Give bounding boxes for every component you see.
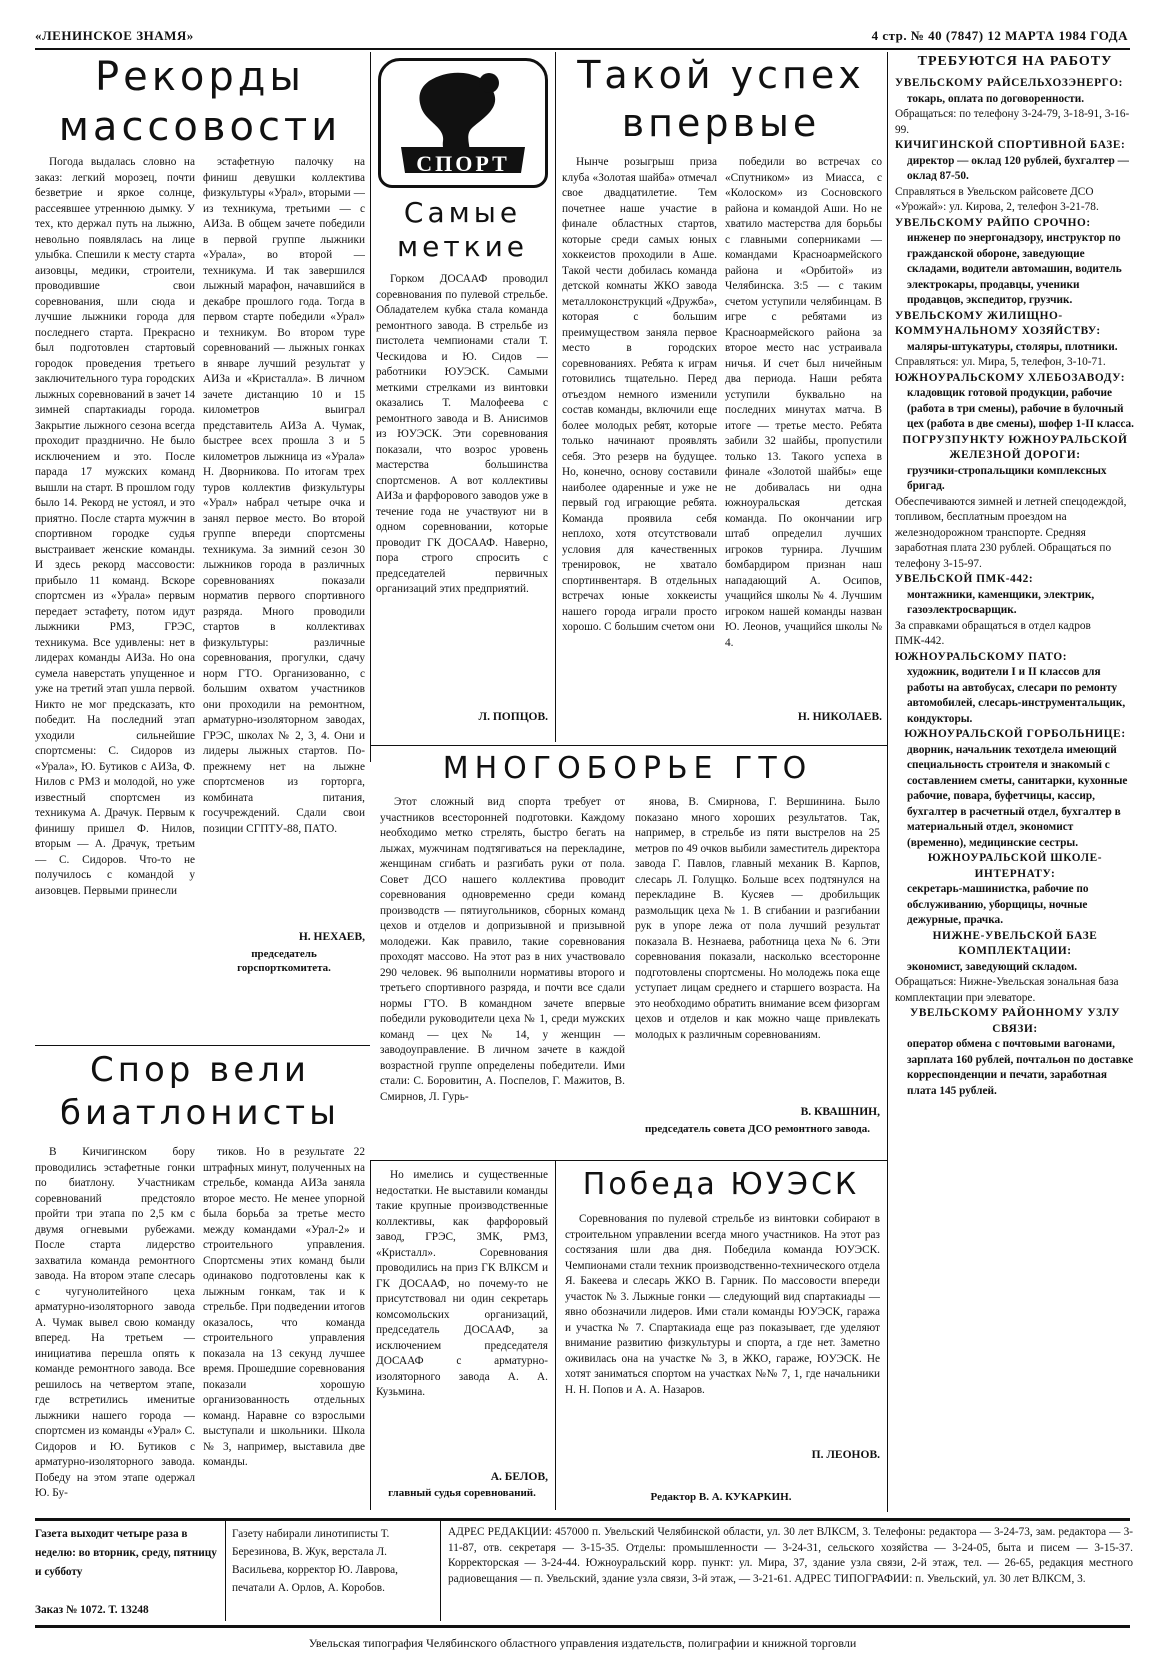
footer-rule-top	[35, 1518, 1130, 1521]
rule-h1	[370, 745, 887, 746]
job-org: УВЕЛЬСКОМУ РАЙПО СРОЧНО:	[895, 216, 1091, 229]
job-positions: инженер по энергонадзору, инструктор по гражданской обороне, заведующие складами, водители автомашин, водитель электрокары, продавцы, ученики продавцов, экспедитор, грузчик.	[907, 232, 1122, 306]
records-signature-role: председатель горспорткомитета.	[237, 948, 331, 974]
job-positions: токарь, оплата по договоренности.	[907, 92, 1085, 105]
job-positions: грузчики-стропальщики комплексных бригад.	[907, 464, 1107, 492]
editor-line: Редактор В. А. КУКАРКИН.	[650, 1491, 792, 1503]
judge-signature-role: главный судья соревнований.	[388, 1487, 536, 1499]
rule-h2	[35, 1045, 370, 1046]
job-positions: маляры-штукатуры, столяры, плотники.	[907, 340, 1118, 353]
job-positions: монтажники, каменщики, электрик, газоэлектросварщик.	[907, 588, 1095, 616]
rule-v2	[555, 52, 556, 742]
judge-signature: А. БЕЛОВ,	[490, 1471, 548, 1483]
job-org: ЮЖНОУРАЛЬСКОЙ ШКОЛЕ-ИНТЕРНАТУ:	[927, 852, 1103, 880]
job-org: ЮЖНОУРАЛЬСКОМУ ПАТО:	[895, 650, 1068, 663]
job-contact: Обеспечиваются зимней и летней спецодеждой, топливом, бесплатным проездом на железнодорожном транспорте. Средняя заработная плата 230 рублей. Обращаться по телефону 3-15-97.	[895, 495, 1127, 570]
header-rule	[35, 48, 1130, 50]
sport-logo	[378, 58, 548, 188]
rule-v5	[555, 1160, 556, 1510]
success-column-2: победили во встречах со «Спутником» из Миасса, с «Колоском» из Сосновского района и командой Аши. Но не хватило мастерства для борьбы с главными соперниками — командами Красноармейского района и «Орбитой» из Челябинска. 3:5 — с таким счетом уступили челябинцам. В игре с ребятами из Красноармейского района за второе место нас устраивала ничья. И счет был ничейным два периода. Наши ребята уступили буквально на последних минутах матча. В итоге — третье место. Ребята забили 32 шайбы, пропустили только 13. Такого успеха в финале «Золотой шайбы» еще не добивалась ни одна южноуральская детская команда. По окончании игр штаб определил лучших игроков турнира. Лучшим бомбардиром признан наш нападающий А. Осипов, учащийся школы № 4. Лучшим игроком нашей команды назван Ю. Леонов, учащийся школы № 4.	[725, 156, 882, 649]
footer-schedule: Газета выходит четыре раза в неделю: во вторник, среду, пятницу и субботу	[35, 1528, 217, 1578]
job-org: ЮЖНОУРАЛЬСКОМУ ХЛЕБОЗАВОДУ:	[895, 371, 1126, 384]
footer-address: АДРЕС РЕДАКЦИИ: 457000 п. Увельский Челябинской области, ул. 30 лет ВЛКСМ, 3. Телефоны: редактора — 3-24-73, зам. редактора — 3-11-87, отв. секретаря — 3-15-35. Отделы: промышленности — 3-24-31, сельского хозяйства — 3-24-05, быта и писем — 3-15-37. Корректорская — 3-24-44. Южноуральский корр. пункт: ул. Мира, 37, здание узла связи, 2-й этаж, тел. — 26-65, редакция местного радиовещания — п. Увельский, здание узла связи, 3-й этаж, — 3-21-61. АДРЕС ТИПОГРАФИИ: п. Увельский, ул. 30 лет ВЛКСМ, 3.	[448, 1526, 1133, 1585]
shooters-signature: Л. ПОПЦОВ.	[478, 711, 548, 723]
job-org: УВЕЛЬСКОМУ ЖИЛИЩНО-КОММУНАЛЬНОМУ ХОЗЯЙСТВУ:	[895, 309, 1101, 337]
footer-typesetting: Газету набирали линотиписты Т. Березинова, В. Жук, верстала Л. Васильева, корректор Ю. Лаврова, печатали А. Орлов, А. Коробов.	[232, 1528, 398, 1594]
shooters-body: Горком ДОСААФ проводил соревнования по пулевой стрельбе. Обладателем кубка стала команда ремонтного завода. В стрельбе из пистолета чемпионами стали Т. Ческидова и Ю. Сидов — работники ЮУЭСК. Самыми меткими стрелками из винтовки оказались Т. Малофеева с ремонтного завода и В. Анисимов из ЮУЭСК. Эти соревнования показали, что возрос уровень мастерства большинства спортсменов. А вот коллективы АИЗа и фарфорового заводов уже в течение года не участвуют ни в одном соревновании, которые проводит ГК ДОСААФ. Наверно, пора строго спросить с председателей первичных организаций этих предприятий.	[376, 273, 548, 595]
job-positions: художник, водители I и II классов для работы на автобусах, слесари по ремонту автомобилей, слесарь-инструментальщик, кондукторы.	[907, 666, 1126, 725]
shooters-title-line2: меткие	[397, 230, 528, 263]
success-title-line2: впервые	[621, 101, 821, 145]
job-positions: директор — оклад 120 рублей, бухгалтер — оклад 87-50.	[907, 154, 1129, 182]
records-title-line1: Рекорды	[95, 54, 305, 100]
victory-signature: П. ЛЕОНОВ.	[811, 1449, 880, 1461]
job-contact: Обращаться: по телефону 3-24-79, 3-18-91, 3-16-99.	[895, 108, 1130, 136]
jobs-heading: ТРЕБУЮТСЯ НА РАБОТУ	[917, 54, 1113, 69]
job-contact: За справками обращаться в отдел кадров ПМК-442.	[895, 619, 1091, 647]
footer-rule-bottom	[35, 1625, 1130, 1628]
victory-body: Соревнования по пулевой стрельбе из винтовки собирают в строительном управлении всегда много участников. На этот раз состязания шли два дня. Победила команда ЮУЭСК. Чемпионами стали техник производственно-технического отдела Я. Бакеева и слесарь ЖКО В. Гарник. По массовости впереди участок № 3. Лыжные гонки — следующий вид спартакиады — явно обозначили лидеров. Ими стали команды ЮУЭСК, гаража и участка № 7. Спартакиада еще раз показывает, где уделяют внимание развитию физкультуры и спорта, а где нет. Заметно оживилась она на участке № 3, в ЖКО, гараже, ЮУЭСК. Не хотят заниматься спортом на участках №№ 7, 1, где начальники Н. Н. Попов и А. А. Назаров.	[565, 1213, 880, 1396]
job-positions: секретарь-машинистка, рабочие по обслуживанию, уборщицы, ночные дежурные, прачка.	[907, 883, 1089, 926]
footer-order: Заказ № 1072. Т. 13248	[35, 1604, 149, 1616]
biathlon-title-line1: Спор вели	[90, 1050, 310, 1090]
footer-rule-v2	[440, 1521, 441, 1621]
victory-title: Победа ЮУЭСК	[582, 1167, 860, 1202]
gto-title: МНОГОБОРЬЕ ГТО	[442, 751, 813, 786]
jobs-list	[895, 76, 1135, 1506]
masthead-title: «ЛЕНИНСКОЕ ЗНАМЯ»	[35, 28, 194, 43]
job-contact: Обращаться: Нижне-Увельская зональная база комплектации при элеваторе.	[895, 976, 1119, 1004]
biathlon-column-1: В Кичигинском бору проводились эстафетные гонки по биатлону. Участникам соревнований предстояло пройти три этапа по 2,5 км с двумя огневыми рубежами. После старта лидерство захватила команда ремонтного завода. На втором этапе слесарь с чугунолитейного цеха арматурно-изоляторного завода А. Чумак вывел свою команду вперед. На третьем — инициатива перешла опять к команде ремонтного завода. Все решилось на четвертом этапе, где встретились именитые лыжники нашего города — спортсмен из команды «Урал» С. Сидоров и Ю. Бутиков с арматурно-изоляторного завода. Победу на этом этапе одержал Ю. Бу-	[35, 1146, 195, 1499]
rule-v1	[370, 52, 371, 762]
footer-rule-v1	[225, 1521, 226, 1621]
gto-column-2: янова, В. Смирнова, Г. Вершинина. Было показано много хороших результатов. Так, например, в стрельбе из пяти выстрелов на 25 метров по 49 очков выбили заместитель директора завода Г. Павлов, главный механик В. Карпов, слесарь Л. Голущко. Больше всех подтянулся на перекладине В. Кусяев — дробильщик размольщик цеха № 1. В сгибании и разгибании рук в упоре лежа от пола лучший результат показала В. Незнаева, работница цеха № 6. Эти соревнования показали, насколько всесторонне подготовлены спортсмены. Но молодежь пока еще уступает лицам среднего и старшего возраста. На это необходимо обратить внимание всем физоргам цехов и отделов и как можно чаще привлекать молодых к различным соревнованиям.	[635, 796, 880, 1041]
job-positions: кладовщик готовой продукции, рабочие (работа в три смены), рабочие в булочный цех (работа в две смены), шофер 1-II класса.	[907, 387, 1134, 430]
records-column-1: Погода выдалась словно на заказ: легкий морозец, почти безветрие и яркое солнце, рассеявшее утреннюю дымку. У тех, кто держал путь на лыжню, невольно появлялась на лице улыбка. Спешили к месту старта аизовцы, медики, строители, проводившие свои соревнования, шли сюда и лучшие лыжники города для последнего старта. Прекрасно был подготовлен стартовый городок проведения третьего заключительного тура городских лыжных соревнований в зачет 14 зимней спартакиады города. Закрытие лыжного сезона всегда проходит празднично. Не было исключением и это. После парада 17 мужских команд вышли на старт. В прошлом году было 14. Рекорд не устоял, и это приятно. После старта мужчин в спортивном городке судья выстраивает женские команды. И здесь рекорд массовости: прибыло 11 команд. Вскоре спортсмен из «Урала» первым передает эстафету, потом идут лыжники РМЗ, ГРЭС, техникума. Все удивлены: нет в лидерах команды АИЗа. Но она сумела наверстать упущенное и уже на третий этап ушла первой. Никто не мог предсказать, кто победит. На последний этап уходили сильнейшие спортсмены: С. Сидоров из «Урала», Ю. Бутиков с АИЗа, Ф. Нилов с РМЗ и молодой, но уже известный спортсмен из техникума А. Драчук. Первым к финишу пришел Ф. Нилов, вторым — А. Драчук, третьим — С. Сидоров. Что-то не получилось с командой у аизовцев. Первыми принесли	[35, 156, 195, 897]
judge-body: Но имелись и существенные недостатки. Не выставили команды такие крупные производственные коллективы, как фарфоровый завод, ГРЭС, ЗМК, РМЗ, «Кристалл». Соревнования проводились на приз ГК ВЛКСМ и ГК ДОСААФ, но почему-то не присутствовал ни один секретарь комсомольских организаций, председатель ДОСААФ, за исключением председателя ДОСААФ с арматурно-изоляторного завода А. А. Кузьмина.	[376, 1169, 548, 1398]
job-org: УВЕЛЬСКОМУ РАЙСЕЛЬХОЗЭНЕРГО:	[895, 77, 1123, 89]
rule-v4	[370, 1160, 371, 1510]
job-org: УВЕЛЬСКОМУ РАЙОННОМУ УЗЛУ СВЯЗИ:	[909, 1007, 1121, 1035]
records-title-line2: массовости	[58, 104, 342, 150]
success-title-line1: Такой успех	[577, 53, 865, 97]
masthead-issue: 4 стр. № 40 (7847) 12 МАРТА 1984 ГОДА	[871, 28, 1128, 43]
rule-v3	[887, 52, 888, 1512]
sport-logo-label: СПОРТ	[416, 151, 510, 176]
rule-h3	[370, 1160, 887, 1161]
gto-signature-role: председатель совета ДСО ремонтного завода.	[644, 1123, 871, 1135]
job-positions: дворник, начальник техотдела имеющий специальность строителя и знакомый с составлением сметы, санитарки, кухонные рабочие, повара, буфетчицы, кассир, бухгалтер в расчетный отдел, бухгалтер в материальный отдел, экономист (временно), медицинские сестры.	[907, 743, 1128, 849]
job-positions: оператор обмена с почтовыми вагонами, зарплата 160 рублей, почтальон по доставке корреспонденции и печати, заработная плата 145 рублей.	[907, 1038, 1134, 1097]
job-org: УВЕЛЬСКОЙ ПМК-442:	[895, 573, 1034, 585]
shooters-title-line1: Самые	[403, 196, 522, 229]
job-contact: Справляться в Увельском райсовете ДСО «Урожай»: ул. Кирова, 2, телефон 3-21-78.	[895, 185, 1099, 213]
biathlon-column-2: тиков. Но в результате 22 штрафных минут, полученных на стрельбе, команда АИЗа заняла второе место. Не менее упорной была борьба за третье место между командами «Урал-2» и строительного управления. Спортсмены этих команд были одинаково подготовлены как к лыжным гонкам, так и к стрельбе. При подведении итогов оказалось, что команда строительного управления показала на 13 секунд лучшее время. Прошедшие соревнования показали хорошую организованность отдельных команд. Наравне со взрослыми выступали и школьники. Школа № 3, например, выставила две команды.	[203, 1146, 365, 1468]
records-signature: Н. НЕХАЕВ,	[298, 931, 365, 943]
job-org: КИЧИГИНСКОЙ СПОРТИВНОЙ БАЗЕ:	[895, 139, 1126, 151]
gto-signature: В. КВАШНИН,	[800, 1106, 880, 1118]
job-org: НИЖНЕ-УВЕЛЬСКОЙ БАЗЕ КОМПЛЕКТАЦИИ:	[932, 929, 1098, 957]
biathlon-title-line2: биатлонисты	[60, 1093, 340, 1133]
success-column-1: Нынче розыгрыш приза клуба «Золотая шайба» отмечал свое двадцатилетие. Тем почетнее наше участие в финале областных стартов, которые среди самых юных хоккеистов проходили в Аше. Такой чести добилась команда детской комнаты ЖКО завода металлоконструкций «Дружба», которая с большим преимуществом заняла первое место в городских соревнованиях. Ребята к играм готовились тщательно. Перед отъездом немного изменили состав команды, включили еще более молодых ребят, которые только начинают проявлять себя. Это резерв на будущее. Но, конечно, основу составили наиболее одаренные и уже не первый год играющие ребята. Команда проявила себя неплохо, хотя отсутствовали условия для качественных тренировок, не хватало спортинвентаря. В отдельных встречах юные хоккеисты нашего города играли просто хорошо. С большим счетом они	[562, 156, 717, 633]
footer-printer: Увельская типография Челябинского областного управления издательств, полиграфии и книжной торговли	[308, 1636, 857, 1650]
job-contact: Справляться: ул. Мира, 5, телефон, 3-10-71.	[895, 356, 1106, 368]
records-column-2: эстафетную палочку на финиш девушки коллектива физкультуры «Урал», вторыми — из техникума, третьими — с АИЗа. В общем зачете победили в первой группе лыжники «Урала», во второй — техникума. И так завершился лыжный марафон, начавшийся в декабре прошлого года. Тогда в первом старте победили «Урал» и техникум. Во втором туре соревнований — лыжных гонках в январе лучший результат у АИЗа и «Кристалла». В личном зачете дистанцию 10 и 15 километров выиграл представитель АИЗа А. Чумак, быстрее всех прошла 3 и 5 километров лыжница из «Урала» Н. Дворникова. По итогам трех туров коллектив физкультуры «Урал» набрал четыре очка и занял первое место. Во второй группе впереди спортсмены техникума. За зимний сезон 30 лыжников города в различных соревнованиях показали норматив первого спортивного разряда. Много проводили стартов в коллективах физкультуры: различные соревнования, прогулки, сдачу норм ГТО. Организованно, с большим охватом участников они проходили на ремонтном, арматурно-изоляторном заводах, ГРЭС, школах № 2, 3, 4. Они и лидеры лыжных стартов. По-прежнему нет на лыжне спортсменов из горторга, комбината питания, госучреждений. Сдали свои позиции СГПТУ-88, ПАТО.	[203, 156, 365, 835]
job-positions: экономист, заведующий складом.	[907, 960, 1078, 973]
job-org: ЮЖНОУРАЛЬСКОЙ ГОРБОЛЬНИЦЕ:	[904, 728, 1126, 740]
success-signature: Н. НИКОЛАЕВ.	[797, 711, 882, 723]
gto-column-1: Этот сложный вид спорта требует от участников всесторонней подготовки. Каждому необходимо метко стрелять, быстро бегать на лыжах, мужчинам подтягиваться на перекладине, женщинам сгибать и разгибать руки от пола. Совет ДСО нашего коллектива проводит соревнования одновременно среди команд производств — пятиугольников, сборных команд цехов и отделов и допризывной и призывной молодежи. Как правило, такие соревнования проходят массово. На этот раз в них участвовало 290 человек. 96 выполнили нормативы второго и третьего спортивного разряда, и почти все сдали нормы ГТО. В командном зачете впервые победили руководители цеха № 1, среди мужских команд — цех № 14, у женщин — заводоуправление. В личном зачете в каждой возрастной группе определены победители. Ими стали: С. Боровитин, А. Поспелов, Г. Мажитов, В. Смирнов, Л. Гурь-	[380, 796, 625, 1103]
job-org: ПОГРУЗПУНКТУ ЮЖНОУРАЛЬСКОЙ ЖЕЛЕЗНОЙ ДОРОГИ:	[902, 433, 1128, 461]
